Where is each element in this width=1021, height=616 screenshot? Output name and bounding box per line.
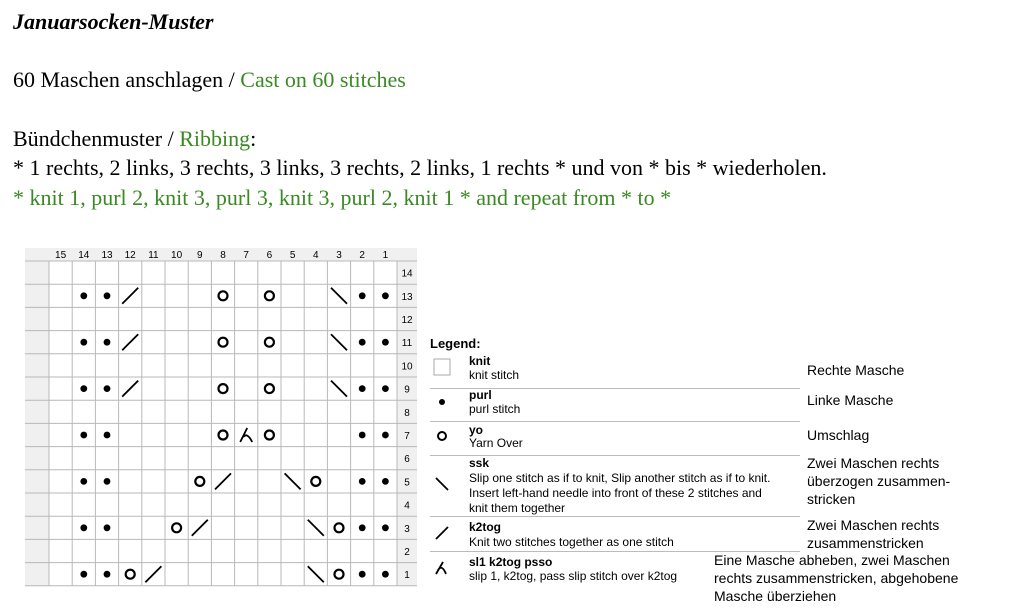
legend-knit-name: knit [469,354,491,368]
cast-on-de: 60 Maschen anschlagen / [13,67,241,92]
page-title: Januarsocken-Muster [13,9,214,34]
legend-yo-name: yo [469,423,484,437]
chart-row-label: 2 [404,547,410,558]
ribbing-instructions-en: * knit 1, purl 2, knit 3, purl 3, knit 3, purl 2, knit 1 * and repeat from * to * [13,185,672,210]
chart-row-label: 1 [404,570,410,582]
legend-sl1k2togpsso-de-3: Masche überziehen [714,588,837,604]
ssk-symbol-icon [433,475,451,493]
sl1-k2tog-psso-symbol-icon [433,559,451,577]
purl-stitch-mark [80,524,87,531]
yo-symbol-icon [433,427,451,445]
yo-stitch-mark [219,338,228,347]
chart-col-label: 10 [171,250,183,261]
legend-k2tog-desc: Knit two stitches together as one stitch [469,535,674,549]
yo-stitch-mark [335,570,344,579]
purl-stitch-mark [80,478,87,485]
chart-col-label: 1 [382,250,389,261]
legend-sl1k2togpsso-de-2: rechts zusammenstricken, abgehobene [714,570,959,586]
chart-col-label: 8 [220,250,226,261]
chart-col-label: 12 [124,250,136,261]
yo-stitch-mark [335,523,344,532]
ssk-stitch-mark [331,334,347,350]
chart-row-label: 9 [404,384,410,396]
legend-k2tog-name: k2tog [469,520,502,534]
chart-col-label: 5 [289,250,296,261]
ribbing-heading [13,126,256,152]
purl-stitch-mark [104,339,111,346]
purl-stitch-mark [80,571,87,578]
ssk-stitch-mark [308,566,324,582]
k2tog-stitch-mark [215,473,231,489]
purl-stitch-mark [382,524,389,531]
chart-row-label: 7 [404,431,410,442]
chart-row-label: 12 [401,315,413,326]
yo-stitch-mark [265,384,274,393]
legend-k2tog-de-2: zusammenstricken [807,535,924,551]
yo-stitch-mark [265,291,274,300]
yo-stitch-mark [219,431,228,440]
purl-stitch-mark [359,339,366,346]
chart-col-label: 4 [313,250,319,261]
chart-row-label: 10 [401,361,413,373]
yo-stitch-mark [311,477,320,486]
purl-stitch-mark [382,339,389,346]
cast-on-line [13,67,406,93]
chart-col-label: 11 [148,250,159,261]
yo-stitch-mark [195,477,204,486]
yo-stitch-mark [265,431,274,440]
legend-title: Legend: [430,336,481,351]
legend-knit-de: Rechte Masche [807,362,905,378]
purl-stitch-mark [104,292,111,299]
ssk-stitch-mark [285,473,301,489]
chart-col-label: 15 [55,250,67,261]
yo-stitch-mark [172,523,181,532]
chart-col-label: 3 [336,250,342,261]
purl-stitch-mark [80,385,87,392]
purl-stitch-mark [80,432,87,439]
legend-ssk-de-1: Zwei Maschen rechts [807,455,940,471]
purl-stitch-mark [104,385,111,392]
k2tog-stitch-mark [122,334,138,350]
legend-k2tog-de-1: Zwei Maschen rechts [807,517,940,533]
legend-divider [430,516,800,517]
yo-stitch-mark [126,570,135,579]
k2tog-symbol-icon [433,524,451,542]
purl-stitch-mark [104,432,111,439]
sl1-k2tog-psso-stitch-mark [240,428,252,442]
ribbing-label-en: Ribbing [179,126,251,151]
chart-row-label: 8 [404,407,410,419]
legend-purl-desc: purl stitch [469,402,521,416]
purl-stitch-mark [359,478,366,485]
yo-stitch-mark [265,338,274,347]
legend-yo-desc: Yarn Over [469,436,523,450]
purl-stitch-mark [382,432,389,439]
purl-stitch-mark [104,478,111,485]
chart-row-label: 13 [401,291,413,303]
chart-col-label: 9 [197,250,203,261]
chart-col-label: 2 [359,250,365,261]
ssk-stitch-mark [331,288,347,304]
k2tog-stitch-mark [192,520,208,536]
purl-stitch-mark [382,292,389,299]
yo-stitch-mark [219,291,228,300]
purl-stitch-mark [382,571,389,578]
k2tog-stitch-mark [122,288,138,304]
legend-ssk-name: ssk [469,456,490,470]
knitting-chart [25,248,420,588]
legend-sl1k2togpsso-de-1: Eine Masche abheben, zwei Maschen [714,552,950,568]
legend-sl1k2togpsso-name: sl1 k2tog psso [469,555,553,569]
legend-purl-name: purl [469,388,492,402]
ssk-stitch-mark [308,520,324,536]
cast-on-en: Cast on 60 stitches [240,67,406,92]
ribbing-instructions-de: * 1 rechts, 2 links, 3 rechts, 3 links, 3 rechts, 2 links, 1 rechts * und von * bis * wiederholen. [13,155,827,180]
chart-row-label: 11 [401,338,413,350]
purl-stitch-mark [382,385,389,392]
purl-stitch-mark [80,292,87,299]
legend-ssk-de-3: stricken [807,491,856,507]
chart-col-label: 14 [78,250,90,261]
legend-sl1k2togpsso-desc: slip 1, k2tog, pass slip stitch over k2tog [469,569,678,583]
chart-col-label: 13 [101,250,113,261]
legend-ssk-desc-2: Insert left-hand needle into front of these 2 stitches and [469,486,762,500]
chart-row-label: 4 [404,500,410,512]
legend-purl-de: Linke Masche [807,392,894,408]
chart-row-label: 3 [404,523,410,535]
purl-symbol-icon [433,393,451,411]
k2tog-stitch-mark [122,381,138,397]
ribbing-label-de: Bündchenmuster / [13,126,180,151]
legend-knit-desc: knit stitch [469,368,520,382]
chart-row-label: 6 [404,454,410,466]
ssk-stitch-mark [331,381,347,397]
purl-stitch-mark [359,524,366,531]
legend-ssk-de-2: überzogen zusammen- [807,473,951,489]
chart-col-label: 6 [266,250,273,261]
purl-stitch-mark [382,478,389,485]
purl-stitch-mark [359,385,366,392]
legend-ssk-desc-3: knit them together [469,501,566,515]
k2tog-stitch-mark [145,566,161,582]
purl-stitch-mark [359,432,366,439]
purl-stitch-mark [104,524,111,531]
yo-stitch-mark [219,384,228,393]
chart-row-label: 5 [404,477,410,489]
purl-stitch-mark [80,339,87,346]
chart-col-label: 7 [243,250,249,261]
legend-yo-de: Umschlag [807,427,870,443]
purl-stitch-mark [359,571,366,578]
knit-symbol-icon [433,358,451,376]
chart-row-label: 14 [401,268,413,280]
legend-ssk-desc-1: Slip one stitch as if to knit, Slip another stitch as if to knit. [469,471,771,485]
purl-stitch-mark [359,292,366,299]
legend-divider [430,421,800,422]
ribbing-colon: : [250,126,257,151]
purl-stitch-mark [104,571,111,578]
